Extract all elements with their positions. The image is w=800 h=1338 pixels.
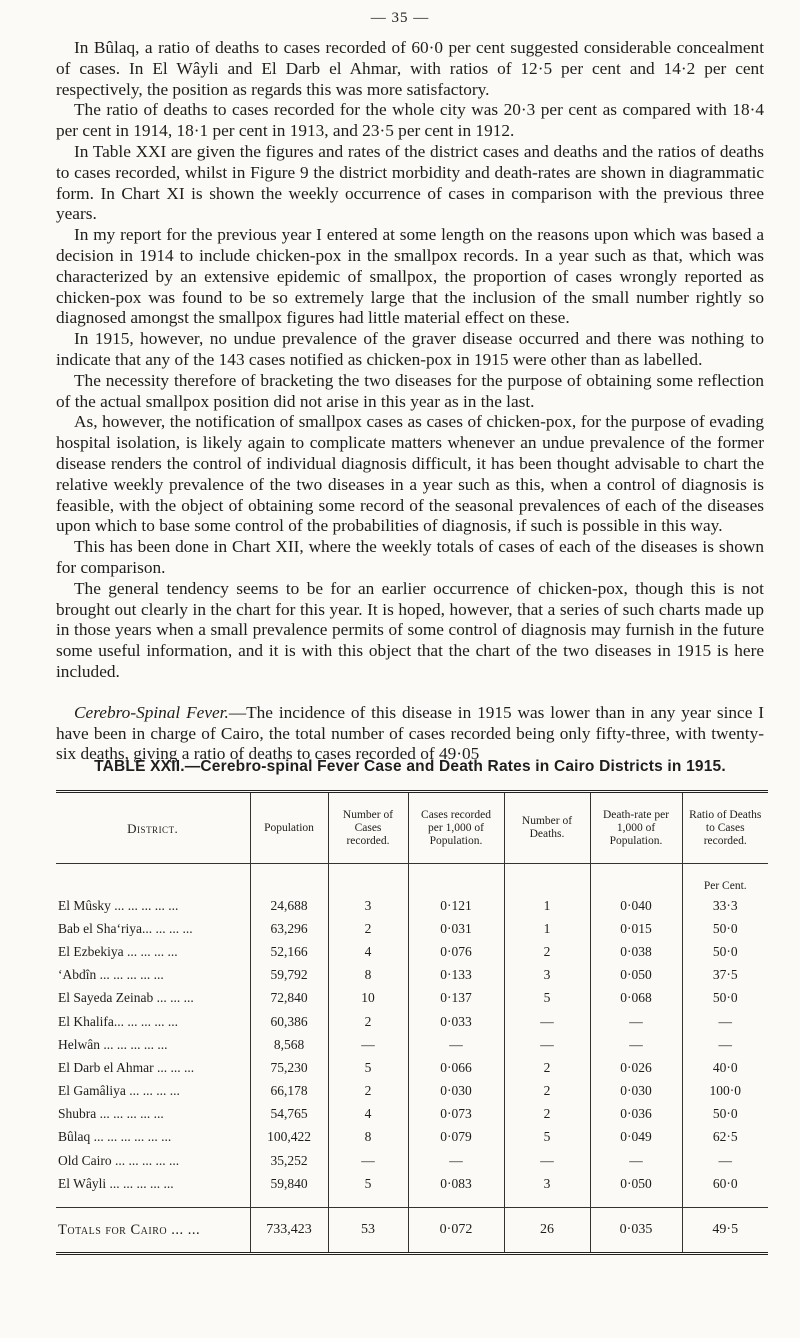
cell-case-rate: 0·031 bbox=[408, 917, 504, 940]
table-row bbox=[56, 964, 768, 987]
cell-district: El Khalifa... ... ... ... ... bbox=[58, 1013, 178, 1029]
cell-case-rate: 0·079 bbox=[408, 1126, 504, 1149]
cell-case-rate: 0·033 bbox=[408, 1010, 504, 1033]
cell-cases: 4 bbox=[328, 1103, 408, 1126]
cell-case-rate: 0·083 bbox=[408, 1172, 504, 1195]
cell-case-rate: 0·133 bbox=[408, 964, 504, 987]
total-death-rate: 0·035 bbox=[590, 1208, 682, 1254]
total-case-rate: 0·072 bbox=[408, 1208, 504, 1254]
spacer-row bbox=[56, 1195, 768, 1208]
empty-cell bbox=[504, 864, 590, 895]
empty-cell bbox=[328, 864, 408, 895]
cell-death-rate: 0·068 bbox=[590, 987, 682, 1010]
cell-population: 75,230 bbox=[250, 1056, 328, 1079]
csf-text: —The incidence of this disease in 1915 was lower than in any year since I have been in charge of Cairo, the total number of cases recorded being only fifty-three, with twenty-six deaths, giving a ratio of deaths to cases recorded of 49·05 bbox=[56, 702, 764, 764]
cell-cases: 3 bbox=[328, 894, 408, 917]
cell-cases: 8 bbox=[328, 1126, 408, 1149]
unit-row bbox=[56, 864, 768, 895]
cell-ratio: — bbox=[682, 1033, 768, 1056]
cell-death-rate: — bbox=[590, 1010, 682, 1033]
cell-case-rate: — bbox=[408, 1149, 504, 1172]
cell-population: 35,252 bbox=[250, 1149, 328, 1172]
cell-deaths: 1 bbox=[504, 917, 590, 940]
header-death-rate: Death-rate per 1,000 of Population. bbox=[590, 792, 682, 864]
cell-death-rate: — bbox=[590, 1033, 682, 1056]
empty-cell bbox=[408, 864, 504, 895]
cell-cases: — bbox=[328, 1149, 408, 1172]
table-row bbox=[56, 1010, 768, 1033]
cell-deaths: 3 bbox=[504, 964, 590, 987]
cell-district: El Gamâliya ... ... ... ... bbox=[58, 1083, 180, 1099]
cell-ratio: 100·0 bbox=[682, 1080, 768, 1103]
body-text bbox=[56, 38, 764, 765]
table-row bbox=[56, 940, 768, 963]
paragraph: This has been done in Chart XII, where the weekly totals of cases of each of the diseases is shown for comparison. bbox=[56, 537, 764, 577]
header-population: Population bbox=[250, 792, 328, 864]
cell-cases: — bbox=[328, 1033, 408, 1056]
cell-death-rate: 0·040 bbox=[590, 894, 682, 917]
cell-case-rate: 0·137 bbox=[408, 987, 504, 1010]
table-row bbox=[56, 1033, 768, 1056]
cell-ratio: 50·0 bbox=[682, 1103, 768, 1126]
paragraph: The ratio of deaths to cases recorded for the whole city was 20·3 per cent as compared with 18·4 per cent in 1914, 18·1 per cent in 1913, and 23·5 per cent in 1912. bbox=[56, 100, 764, 141]
cell-death-rate: 0·050 bbox=[590, 1172, 682, 1195]
cell-case-rate: 0·121 bbox=[408, 894, 504, 917]
cell-population: 8,568 bbox=[250, 1033, 328, 1056]
cell-district: El Sayeda Zeinab ... ... ... bbox=[58, 990, 194, 1006]
cell-case-rate: 0·076 bbox=[408, 940, 504, 963]
cell-population: 60,386 bbox=[250, 1010, 328, 1033]
cell-district: Old Cairo ... ... ... ... ... bbox=[58, 1152, 180, 1168]
cell-district: El Darb el Ahmar ... ... ... bbox=[58, 1059, 195, 1075]
cell-population: 66,178 bbox=[250, 1080, 328, 1103]
empty-cell bbox=[250, 864, 328, 895]
total-deaths: 26 bbox=[504, 1208, 590, 1254]
paragraph: In Bûlaq, a ratio of deaths to cases recorded of 60·0 per cent suggested considerable concealment of cases. In El Wâyli and El Darb el Ahmar, with ratios of 12·5 per cent and 14·2 per cent respectively, the position as regards this was more satisfactory. bbox=[56, 38, 764, 99]
cell-ratio: — bbox=[682, 1149, 768, 1172]
cell-deaths: 5 bbox=[504, 1126, 590, 1149]
cell-cases: 5 bbox=[328, 1056, 408, 1079]
total-population: 733,423 bbox=[250, 1208, 328, 1254]
page-number: — 35 — bbox=[370, 10, 430, 26]
header-deaths: Number of Deaths. bbox=[504, 792, 590, 864]
cell-population: 24,688 bbox=[250, 894, 328, 917]
header-case-rate: Cases recorded per 1,000 of Population. bbox=[408, 792, 504, 864]
table-row bbox=[56, 1149, 768, 1172]
table-row bbox=[56, 1126, 768, 1149]
csf-heading: Cerebro-Spinal Fever. bbox=[74, 702, 229, 722]
cell-ratio: 50·0 bbox=[682, 940, 768, 963]
cell-deaths: 2 bbox=[504, 940, 590, 963]
table-row bbox=[56, 1103, 768, 1126]
table-header-row bbox=[56, 792, 768, 864]
cell-cases: 2 bbox=[328, 1080, 408, 1103]
cell-deaths: 2 bbox=[504, 1056, 590, 1079]
cell-population: 59,792 bbox=[250, 964, 328, 987]
total-label: Totals for Cairo ... ... bbox=[56, 1208, 250, 1254]
header-ratio: Ratio of Deaths to Cases recorded. bbox=[682, 792, 768, 864]
paragraph: In my report for the previous year I entered at some length on the reasons upon which was based a decision in 1914 to include chicken-pox in the smallpox records. In a year such as that, which was characterized by an extensive epidemic of smallpox, the proportion of cases wrongly reported as chicken-pox was found to be so extremely large that the inclusion of the small number rightly so diagnosed amongst the smallpox figures had little material effect on these. bbox=[56, 225, 764, 328]
table-row bbox=[56, 1080, 768, 1103]
empty-cell bbox=[56, 864, 250, 895]
unit-note: Per Cent. bbox=[682, 864, 768, 895]
cell-district: Shubra ... ... ... ... ... bbox=[58, 1106, 164, 1122]
cell-cases: 8 bbox=[328, 964, 408, 987]
cell-district: El Ezbekiya ... ... ... ... bbox=[58, 943, 178, 959]
cell-ratio: 50·0 bbox=[682, 917, 768, 940]
cell-population: 59,840 bbox=[250, 1172, 328, 1195]
cell-district: Helwân ... ... ... ... ... bbox=[58, 1036, 168, 1052]
cell-cases: 10 bbox=[328, 987, 408, 1010]
cell-ratio: 60·0 bbox=[682, 1172, 768, 1195]
cell-cases: 5 bbox=[328, 1172, 408, 1195]
cell-deaths: 5 bbox=[504, 987, 590, 1010]
cell-ratio: 37·5 bbox=[682, 964, 768, 987]
cell-population: 52,166 bbox=[250, 940, 328, 963]
cell-district: Bab el Sha‘riya... ... ... ... bbox=[58, 920, 193, 936]
cell-ratio: 62·5 bbox=[682, 1126, 768, 1149]
cell-deaths: — bbox=[504, 1010, 590, 1033]
empty-cell bbox=[590, 864, 682, 895]
cell-district: El Mûsky ... ... ... ... ... bbox=[58, 897, 179, 913]
cell-deaths: 2 bbox=[504, 1080, 590, 1103]
cell-district: ‘Abdîn ... ... ... ... ... bbox=[58, 967, 164, 983]
cell-death-rate: 0·036 bbox=[590, 1103, 682, 1126]
cell-death-rate: 0·050 bbox=[590, 964, 682, 987]
cell-death-rate: 0·049 bbox=[590, 1126, 682, 1149]
paragraph: The general tendency seems to be for an earlier occurrence of chicken-pox, though this is not brought out clearly in the chart for this year. It is hoped, however, that a series of such charts made up in those years when a small prevalence permits of some control of diagnosis may furnish in the future some useful information, and it is with this object that the chart of the two diseases in 1915 is here included. bbox=[56, 578, 764, 681]
paragraph: In Table XXI are given the figures and rates of the district cases and deaths and the ratios of deaths to cases recorded, whilst in Figure 9 the district morbidity and death-rates are shown in diagrammatic form. In Chart XI is shown the weekly occurrence of cases in comparison with the previous three years. bbox=[56, 141, 764, 224]
cell-death-rate: 0·030 bbox=[590, 1080, 682, 1103]
paragraph: As, however, the notification of smallpox cases as cases of chicken-pox, for the purpose of evading hospital isolation, is likely again to complicate matters whenever an undue prevalence of the former disease renders the control of individual diagnosis difficult, it has been thought advisable to chart the relative weekly prevalence of the two diseases in a year such as this, when a control of diagnosis is feasible, with the object of obtaining some record of the seasonal prevalences of each of the diseases upon which to base some control of the probabilities of diagnosis, if such is possible in this way. bbox=[56, 412, 764, 536]
cell-death-rate: 0·038 bbox=[590, 940, 682, 963]
cell-district: El Wâyli ... ... ... ... ... bbox=[58, 1175, 174, 1191]
cell-deaths: 3 bbox=[504, 1172, 590, 1195]
cell-cases: 2 bbox=[328, 1010, 408, 1033]
header-district: District. bbox=[56, 792, 250, 864]
header-cases: Number of Cases recorded. bbox=[328, 792, 408, 864]
cell-ratio: 40·0 bbox=[682, 1056, 768, 1079]
cell-ratio: 50·0 bbox=[682, 987, 768, 1010]
cell-death-rate: — bbox=[590, 1149, 682, 1172]
cell-population: 63,296 bbox=[250, 917, 328, 940]
table-row bbox=[56, 987, 768, 1010]
table-row bbox=[56, 894, 768, 917]
cell-deaths: 2 bbox=[504, 1103, 590, 1126]
total-cases: 53 bbox=[328, 1208, 408, 1254]
cell-ratio: — bbox=[682, 1010, 768, 1033]
table-row bbox=[56, 1172, 768, 1195]
cell-case-rate: 0·066 bbox=[408, 1056, 504, 1079]
cell-population: 72,840 bbox=[250, 987, 328, 1010]
cell-case-rate: 0·073 bbox=[408, 1103, 504, 1126]
cell-deaths: — bbox=[504, 1149, 590, 1172]
cell-deaths: — bbox=[504, 1033, 590, 1056]
paragraph: In 1915, however, no undue prevalence of the graver disease occurred and there was nothing to indicate that any of the 143 cases notified as chicken-pox in 1915 were other than as labelled. bbox=[56, 329, 764, 369]
district-table bbox=[56, 790, 768, 1255]
cell-ratio: 33·3 bbox=[682, 894, 768, 917]
cell-district: Bûlaq ... ... ... ... ... ... bbox=[58, 1129, 172, 1145]
cell-cases: 4 bbox=[328, 940, 408, 963]
table-row bbox=[56, 1056, 768, 1079]
table-row bbox=[56, 917, 768, 940]
total-ratio: 49·5 bbox=[682, 1208, 768, 1254]
cell-deaths: 1 bbox=[504, 894, 590, 917]
cell-case-rate: 0·030 bbox=[408, 1080, 504, 1103]
cell-population: 100,422 bbox=[250, 1126, 328, 1149]
cell-death-rate: 0·026 bbox=[590, 1056, 682, 1079]
cell-cases: 2 bbox=[328, 917, 408, 940]
total-row bbox=[56, 1208, 768, 1254]
cell-death-rate: 0·015 bbox=[590, 917, 682, 940]
csf-paragraph bbox=[56, 703, 764, 765]
cell-case-rate: — bbox=[408, 1033, 504, 1056]
paragraph: The necessity therefore of bracketing the two diseases for the purpose of obtaining some reflection of the actual smallpox position did not arise in this year as in the last. bbox=[56, 370, 764, 411]
table-caption: TABLE XXII.—Cerebro-spinal Fever Case and Death Rates in Cairo Districts in 1915. bbox=[94, 758, 726, 775]
cell-population: 54,765 bbox=[250, 1103, 328, 1126]
